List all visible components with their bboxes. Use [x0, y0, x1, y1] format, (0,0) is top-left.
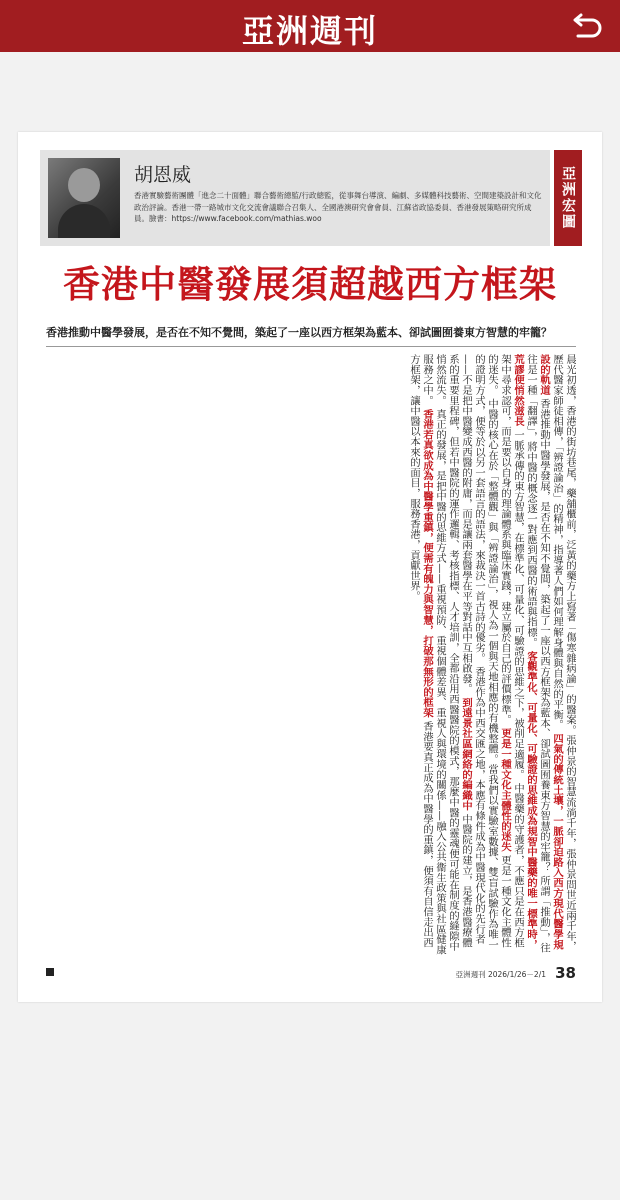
page-footer: [46, 964, 576, 984]
author-photo: [48, 158, 120, 238]
highlight-text: 香港若真欲成為中醫學重鎮，便需有魄力與智慧，打破那無形的框架: [421, 408, 433, 718]
article-body: [46, 354, 576, 956]
body-paragraph: 真正的發展，是把中醫的思維方式——重視預防、重視個體差異、重視人與環境的關係——融入公共衞生政策與社區健康服務之中。: [421, 354, 446, 955]
author-bio: 香港實驗藝術團體「進念二十面體」聯合藝術總監/行政總監，從事舞台導演、編劇、多媒體科技藝術、空間建築設計和文化政治評論。香港一帶一路城市文化交流會議聯合召集人、全國港澳研究會會員、江蘇省政協委員、香港發展策略研究所成員。臉書：https://www.facebook.com/mathias.woo: [134, 191, 542, 223]
body-paragraph: 香港要真正成為中醫學的重鎮，便須有自信走出西方框架，讓中醫以本來的面目，服務香港，貢獻世界。: [408, 354, 433, 948]
body-paragraph: 中醫藥的守護者，不應只是在西方框架中尋求認可，而是要以自身的理論體系與臨床實踐，建立屬於自己的評價標準。: [499, 354, 524, 948]
body-paragraph: 香港作為中西交匯之地，本應有條件成為中醫現代化的先行者——不是把中醫變成西醫的附庸，而是讓兩套醫學在平等對話中互相啟發。: [460, 354, 485, 945]
divider: [46, 346, 576, 347]
page-number: 38: [555, 964, 576, 982]
body-paragraph: 晨光初透，香港的街坊巷尾，藥舖櫃前，泛黃的藥方上寫著「傷寒雜病論」的醫案。張仲景的智慧流淌千年，張仲景問世近兩千年，歷代醫家師徒相傳，「辨證論治」的精神，指導著人們如何理解身體與自然的平衡。: [551, 354, 576, 952]
body-paragraph: 香港推動中醫學發展，是否在不知不覺間，築起了一座以西方框架為藍本、卻試圖囿養東方智慧的牢籠？: [538, 398, 550, 873]
highlight-text: 到遠景社區網絡的編織中: [460, 697, 472, 811]
body-paragraph: 所謂「推動」，往往是一種「翻譯」，將中醫的概念逐一對應到西醫的術語與指標。: [525, 354, 550, 953]
highlight-text: 客觀準化、可量化、可驗證的思維成為規智中醫藥的唯一標準時，荒謬便悄然滋長: [512, 354, 537, 950]
author-block: [40, 150, 550, 246]
back-arrow-icon: [568, 12, 604, 42]
highlight-text: 四氣的傳統土壤，一脈卻迫路入西方現代醫學規設的軌道: [538, 354, 563, 950]
article-headline: 香港中醫發展須超越西方框架: [63, 262, 557, 306]
body-paragraph: 中醫的核心在於「整體觀」與「辨證論治」，視人為一個與天地相應的有機整體。當我們以實驗室數據、雙盲試驗作為唯一的證明方式，便等於以另一套語言的語法，來裁決一首古詩的優劣。: [473, 354, 498, 950]
article-subtitle: 香港推動中醫學發展，是否在不知不覺間，築起了一座以西方框架為藍本、卻試圖囿養東方智慧的牢籠？: [46, 326, 552, 339]
body-paragraph: 中醫院的建立，是香港醫療體系的重要里程碑，但若中醫院的運作邏輯、考核指標、人才培訓，全都沿用西醫醫院的模式，那麼中醫的靈魂便可能在制度的縫隙中悄然流失。: [434, 354, 472, 952]
body-paragraph: 一脈承傳的東方智慧，在標準化、可量化、可驗證的思維之下，被削足適履。: [512, 429, 524, 780]
back-button[interactable]: [568, 12, 604, 42]
app-title: 亞洲週刊: [241, 12, 378, 50]
end-mark: [46, 968, 54, 976]
author-name: 胡恩威: [134, 164, 192, 186]
magazine-page[interactable]: [18, 132, 602, 1002]
column-badge: 亞洲宏圖: [554, 150, 582, 246]
issue-info: 亞洲週刊 2026/1/26－2/1: [455, 970, 546, 979]
top-bar: [0, 0, 620, 52]
body-paragraph: 更是一種文化主體性的迷失。: [486, 354, 511, 948]
highlight-text: 更是一種文化主體性的迷失: [499, 728, 511, 852]
